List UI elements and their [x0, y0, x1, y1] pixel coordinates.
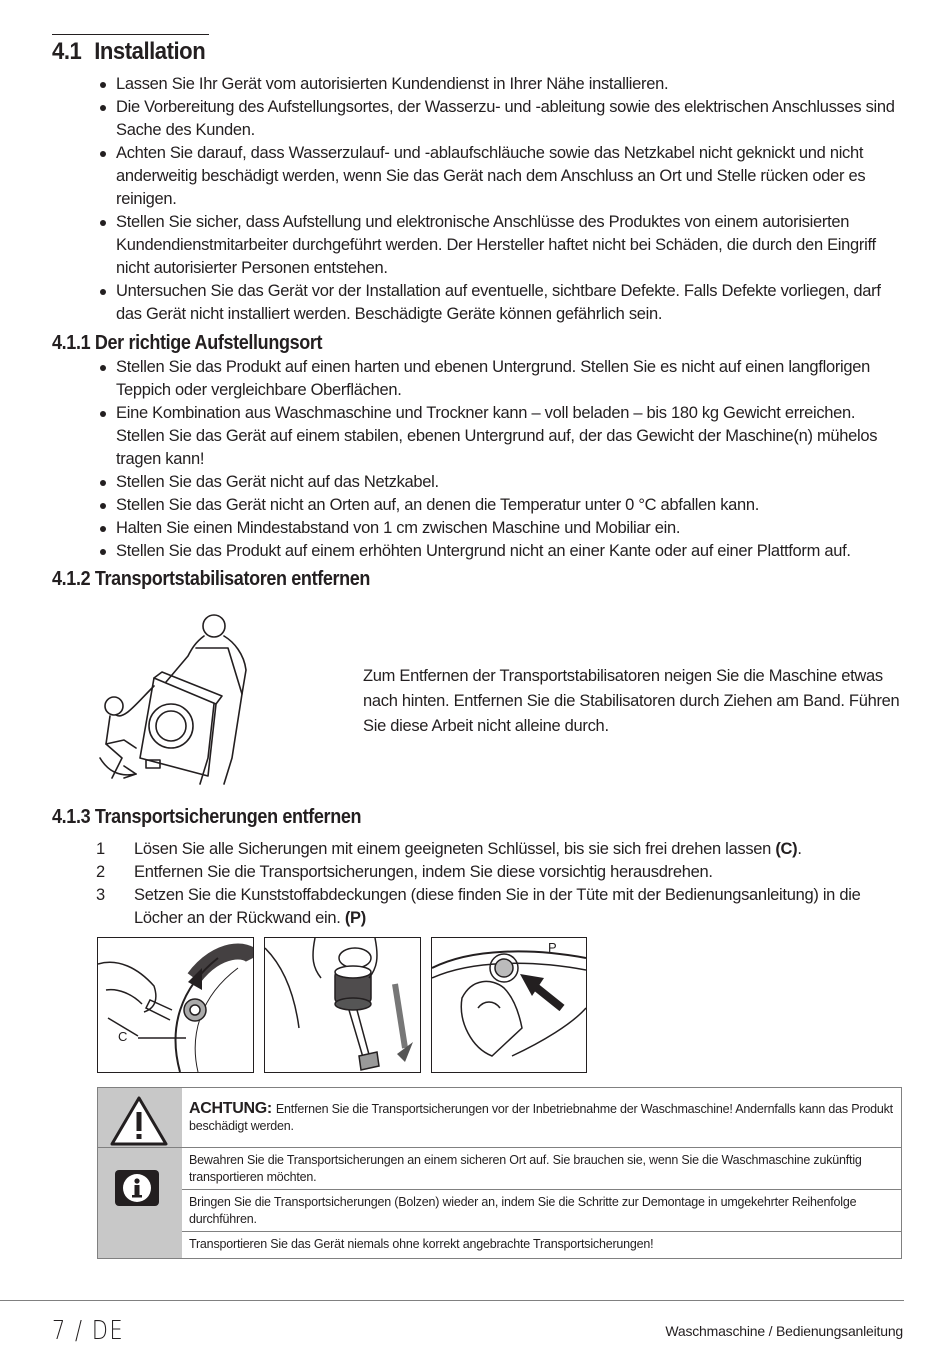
heading-rule: [52, 34, 209, 35]
divider: [98, 1147, 901, 1148]
divider: [182, 1189, 901, 1190]
warning-info-box: [97, 1087, 902, 1259]
divider: [182, 1231, 901, 1232]
list-item: Stellen Sie sicher, dass Aufstellung und elektronische Anschlüsse des Produktes von einem autorisierten Kundendienstmitarbeiter durchgeführt werden. Der Hersteller haftet nicht bei Schäden, die durch den Eingriff nicht autorisierter Personen entstehen.: [96, 211, 906, 280]
step-item: 2 Entfernen Sie die Transportsicherungen, indem Sie diese vorsichtig herausdrehen.: [96, 863, 713, 881]
label-c: C: [118, 1029, 128, 1044]
section-title: Installation: [94, 38, 206, 65]
page-number: 7 / DE: [52, 1316, 125, 1346]
info-text: Transportieren Sie das Gerät niemals ohne korrekt angebrachte Transportsicherungen!: [189, 1237, 654, 1251]
info-text: Bewahren Sie die Transportsicherungen an einem sicheren Ort auf. Sie brauchen sie, wenn Sie die Waschmaschine zukünftig transportieren möchten.: [189, 1153, 862, 1184]
warning-label: ACHTUNG:: [189, 1100, 272, 1117]
transport-bolt-steps: [96, 838, 896, 930]
wrench-loosening-illustration: [97, 937, 254, 1073]
list-item: Stellen Sie das Gerät nicht an Orten auf, an denen die Temperatur unter 0 °C abfallen kann.: [96, 494, 906, 517]
tilting-machine-illustration: [96, 608, 256, 788]
list-item: Halten Sie einen Mindestabstand von 1 cm zwischen Maschine und Mobiliar ein.: [96, 517, 906, 540]
step-item: 1 Lösen Sie alle Sicherungen mit einem geeigneten Schlüssel, bis sie sich frei drehen lassen (C).: [96, 840, 802, 858]
list-item: Stellen Sie das Gerät nicht auf das Netzkabel.: [96, 471, 906, 494]
list-item: Achten Sie darauf, dass Wasserzulauf- und -ablaufschläuche sowie das Netzkabel nicht geknickt und nicht anderweitig beschädigt werden, wenn Sie das Gerät nach dem Anschluss an Ort und Stelle rücken oder es reinigen.: [96, 142, 906, 211]
bolt-removal-illustration: [264, 937, 421, 1073]
info-icon: [114, 1169, 160, 1207]
list-item: Stellen Sie das Produkt auf einem erhöhten Untergrund nicht an einer Kante oder auf einer Plattform auf.: [96, 540, 906, 563]
list-item: Die Vorbereitung des Aufstellungsortes, der Wasserzu- und -ableitung sowie des elektrischen Anschlusses sind Sache des Kunden.: [96, 96, 906, 142]
list-item: Lassen Sie Ihr Gerät vom autorisierten Kundendienst in Ihrer Nähe installieren.: [96, 73, 906, 96]
plastic-cover-insertion-illustration: [431, 937, 587, 1073]
list-item: Eine Kombination aus Waschmaschine und Trockner kann – voll beladen – bis 180 kg Gewicht erreichen. Stellen Sie das Gerät auf einem stabilen, ebenen Untergrund auf, der das Gewicht der Maschine(n) mühelos tragen kann!: [96, 402, 906, 471]
info-text: Bringen Sie die Transportsicherungen (Bolzen) wieder an, indem Sie die Schritte zur Demontage in umgekehrter Reihenfolge durchführen.: [189, 1195, 857, 1226]
warning-triangle-icon: [108, 1094, 170, 1148]
list-item: Stellen Sie das Produkt auf einen harten und ebenen Untergrund. Stellen Sie es nicht auf einen langflorigen Teppich oder vergleichbare Oberflächen.: [96, 356, 906, 402]
section-number: 4.1: [52, 38, 82, 65]
subsection-heading-transport-bolts: 4.1.3 Transportsicherungen entfernen: [52, 806, 362, 828]
subsection-heading-placement: 4.1.1 Der richtige Aufstellungsort: [52, 332, 323, 354]
installation-list: [96, 73, 906, 326]
section-heading: [52, 38, 205, 66]
list-item: Untersuchen Sie das Gerät vor der Installation auf eventuelle, sichtbare Defekte. Falls Defekte vorliegen, darf das Gerät nicht installiert werden. Beschädigte Geräte können gefährlich sein.: [96, 280, 906, 326]
subsection-heading-stabilizers: 4.1.2 Transportstabilisatoren entfernen: [52, 568, 371, 590]
stabilizer-instructions: Zum Entfernen der Transportstabilisatoren neigen Sie die Maschine etwas nach hinten. Entfernen Sie die Stabilisatoren durch Ziehen am Band. Führen Sie diese Arbeit nicht alleine durch.: [363, 667, 900, 735]
label-p: P: [548, 940, 557, 955]
footer-title: Waschmaschine / Bedienungsanleitung: [665, 1323, 903, 1339]
step-item: 3 Setzen Sie die Kunststoffabdeckungen (diese finden Sie in der Tüte mit der Bedienungsanleitung) in die Löcher an der Rückwand ein. (P): [96, 886, 861, 927]
warning-text: ACHTUNG: Entfernen Sie die Transportsicherungen vor der Inbetriebnahme der Waschmaschine! Andernfalls kann das Produkt beschädigt werden.: [189, 1100, 893, 1133]
placement-list: [96, 356, 906, 563]
footer-rule: [0, 1300, 904, 1301]
